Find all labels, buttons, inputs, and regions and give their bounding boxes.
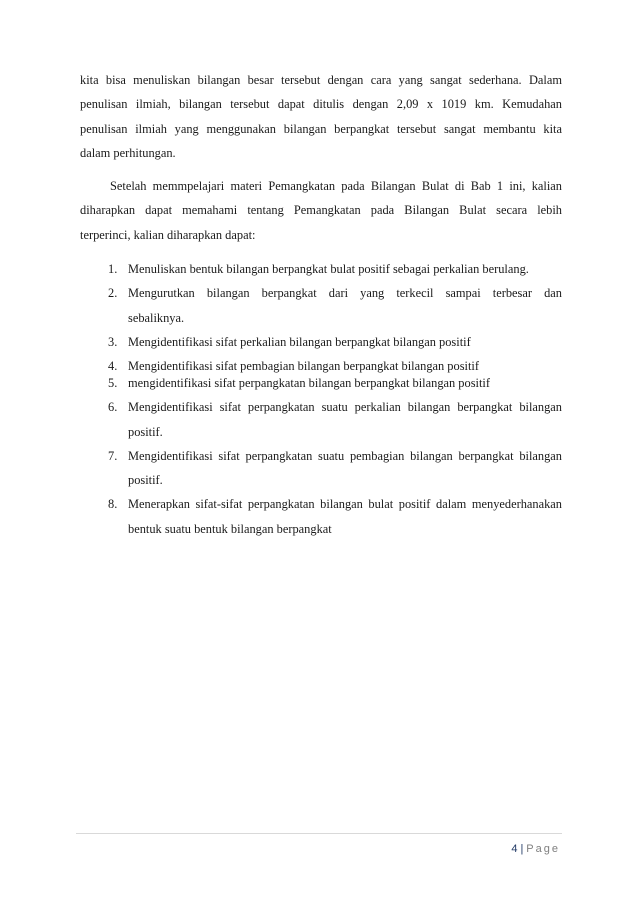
list-item bbox=[80, 330, 562, 354]
list-item-text: Mengurutkan bilangan berpangkat dari yang terkecil sampai terbesar dan bbox=[128, 286, 562, 301]
list-number: 8. bbox=[108, 497, 118, 512]
list-item-text: Mengidentifikasi sifat pembagian bilangan berpangkat bilangan positif bbox=[128, 359, 479, 374]
page-body bbox=[80, 68, 562, 541]
page-number: 4 bbox=[511, 843, 518, 855]
paragraph-line: dalam perhitungan. bbox=[80, 145, 176, 160]
list-number: 3. bbox=[108, 334, 118, 349]
page-footer bbox=[511, 843, 560, 855]
list-item bbox=[80, 358, 562, 375]
list-number: 2. bbox=[108, 286, 118, 301]
paragraph-line: penulisan ilmiah, bilangan tersebut dapat ditulis dengan 2,09 x 1019 km. Kemudahan bbox=[80, 97, 562, 112]
list-item-text: bentuk suatu bentuk bilangan berpangkat bbox=[128, 521, 332, 536]
list-item-text: positif. bbox=[128, 473, 163, 488]
list-item bbox=[80, 375, 562, 392]
paragraph-line: kita bisa menuliskan bilangan besar tersebut dengan cara yang sangat sederhana. Dalam bbox=[80, 73, 562, 87]
list-number: 6. bbox=[108, 400, 118, 415]
list-item-text: positif. bbox=[128, 424, 163, 439]
objectives-intro-paragraph bbox=[80, 174, 562, 247]
paragraph-line: terperinci, kalian diharapkan dapat: bbox=[80, 227, 256, 242]
list-item bbox=[80, 257, 562, 281]
learning-objectives-list bbox=[80, 257, 562, 541]
intro-paragraph bbox=[80, 68, 562, 165]
list-item-text: Mengidentifikasi sifat perpangkatan suatu perkalian bilangan berpangkat bilangan bbox=[128, 400, 562, 415]
list-item-text: Menuliskan bentuk bilangan berpangkat bulat positif sebagai perkalian berulang. bbox=[128, 262, 529, 277]
footer-divider bbox=[76, 833, 562, 834]
footer-separator: | bbox=[520, 843, 524, 855]
list-item-text: Menerapkan sifat-sifat perpangkatan bilangan bulat positif dalam menyederhanakan bbox=[128, 497, 562, 512]
list-item-text: sebaliknya. bbox=[128, 310, 185, 325]
list-item bbox=[80, 281, 562, 330]
page-label: Page bbox=[526, 843, 560, 855]
paragraph-line: penulisan ilmiah yang menggunakan bilangan berpangkat tersebut sangat membantu kita bbox=[80, 121, 562, 136]
list-item bbox=[80, 444, 562, 493]
list-item-text: Mengidentifikasi sifat perpangkatan suatu pembagian bilangan berpangkat bilangan bbox=[128, 448, 562, 463]
list-item bbox=[80, 395, 562, 444]
paragraph-line: Setelah memmpelajari materi Pemangkatan pada Bilangan Bulat di Bab 1 ini, kalian bbox=[110, 179, 562, 194]
list-item-text: mengidentifikasi sifat perpangkatan bilangan berpangkat bilangan positif bbox=[128, 375, 490, 390]
list-number: 1. bbox=[108, 262, 118, 277]
list-item-text: Mengidentifikasi sifat perkalian bilangan berpangkat bilangan positif bbox=[128, 334, 471, 349]
paragraph-line: diharapkan dapat memahami tentang Pemangkatan pada Bilangan Bulat secara lebih bbox=[80, 203, 562, 218]
list-item bbox=[80, 492, 562, 541]
list-number: 5. bbox=[108, 375, 118, 390]
list-number: 4. bbox=[108, 359, 118, 374]
list-number: 7. bbox=[108, 448, 118, 463]
